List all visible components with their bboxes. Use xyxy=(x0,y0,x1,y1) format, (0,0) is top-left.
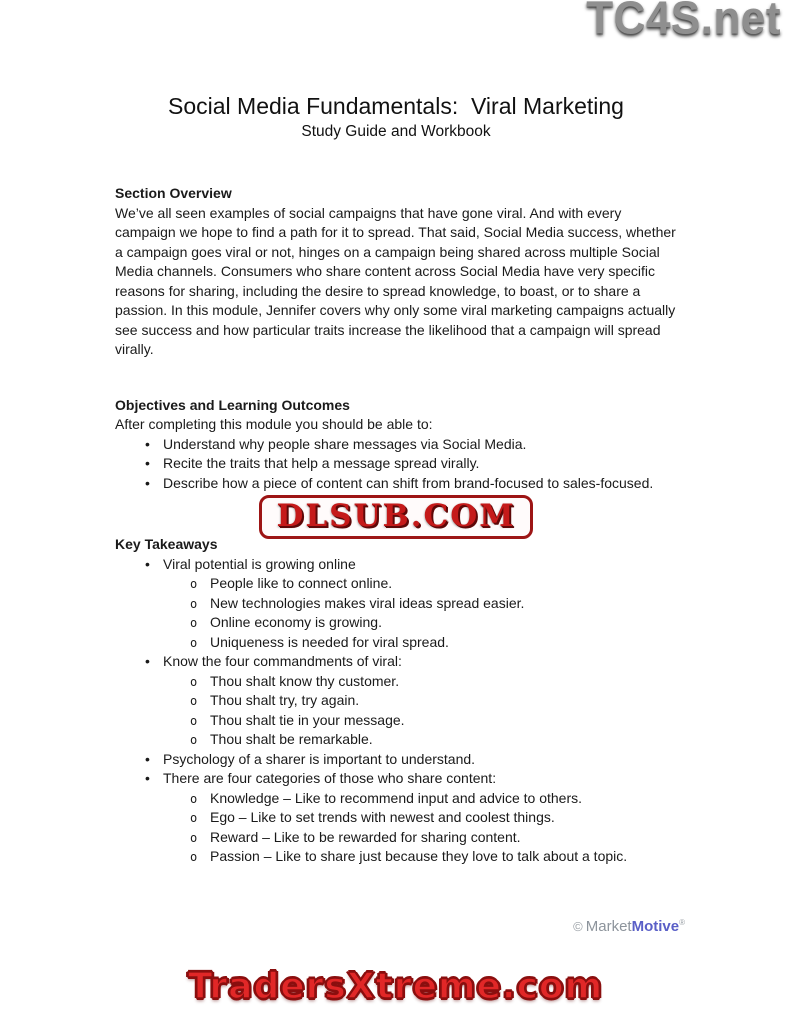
sub-list-item xyxy=(115,574,677,594)
watermark-tradersxtreme: TradersXtreme.com xyxy=(187,966,604,1007)
sub-list-item xyxy=(115,789,677,809)
list-item xyxy=(115,454,677,474)
objectives-heading: Objectives and Learning Outcomes xyxy=(115,396,350,413)
section-objectives xyxy=(115,396,677,494)
list-item-label: Describe how a piece of content can shift from brand-focused to sales-focused. xyxy=(163,474,654,491)
circle-bullet-icon: o xyxy=(190,850,198,864)
sub-list-item xyxy=(115,613,677,633)
circle-bullet-icon: o xyxy=(190,694,198,708)
sub-list-item-label: Online economy is growing. xyxy=(210,614,382,630)
sub-list-item-label: Thou shalt know thy customer. xyxy=(210,672,400,689)
page-subtitle: Study Guide and Workbook xyxy=(301,123,491,140)
list-item xyxy=(115,652,677,672)
document-content xyxy=(115,0,677,867)
sub-list-item-label: Thou shalt try, try again. xyxy=(210,692,360,708)
logo-text-market: Market xyxy=(585,918,632,935)
list-item-label: Psychology of a sharer is important to understand. xyxy=(163,750,476,767)
circle-bullet-icon: o xyxy=(190,830,198,845)
sub-list-item xyxy=(115,808,677,828)
copyright-icon: © xyxy=(573,919,583,934)
circle-bullet-icon: o xyxy=(190,791,198,806)
list-item-label: Recite the traits that help a message spread virally. xyxy=(163,455,480,471)
section-overview xyxy=(115,184,677,360)
sub-list-item xyxy=(115,711,677,731)
sub-list-item xyxy=(115,828,677,848)
circle-bullet-icon: o xyxy=(190,733,198,747)
circle-bullet-icon: o xyxy=(190,616,198,630)
watermark-tc4s: TC4S.net xyxy=(586,0,781,45)
sub-list-item xyxy=(115,672,677,692)
title-block xyxy=(115,92,677,142)
list-item-label: Understand why people share messages via Social Media. xyxy=(163,435,527,452)
sub-list-item-label: Ego – Like to set trends with newest and coolest things. xyxy=(210,809,555,825)
list-item-label: Know the four commandments of viral: xyxy=(163,653,402,669)
sub-list-item-label: People like to connect online. xyxy=(210,575,393,591)
section-overview-body: We’ve all seen examples of social campaigns that have gone viral. And with every campaign we hope to find a path for it to spread. That said, Social Media success, whether a campaign goes viral or not, hinges on a campaign being shared across multiple Social Media channels. Consumers who share content across Social Media have very specific reasons for sharing, including the desire to spread knowledge, to boast, or to share a passion. In this module, Jennifer covers why only some viral marketing campaigns actually see success and how particular traits increase the likelihood that a campaign will spread virally. xyxy=(115,204,676,357)
sub-list-item-label: Thou shalt be remarkable. xyxy=(210,731,373,747)
sub-list-item-label: Thou shalt tie in your message. xyxy=(210,711,405,728)
page-title: Social Media Fundamentals: Viral Marketing xyxy=(168,93,624,119)
section-key-takeaways xyxy=(115,535,677,867)
sub-list-item-label: Passion – Like to share just because they love to talk about a topic. xyxy=(210,848,628,864)
bullet-icon: • xyxy=(145,750,150,767)
bullet-icon: • xyxy=(145,474,150,491)
sub-list-item xyxy=(115,730,677,750)
sub-list-item-label: Uniqueness is needed for viral spread. xyxy=(210,633,449,650)
list-item xyxy=(115,435,677,455)
circle-bullet-icon: o xyxy=(190,674,198,689)
section-overview-heading: Section Overview xyxy=(115,185,232,201)
list-item-label: Viral potential is growing online xyxy=(163,555,356,572)
circle-bullet-icon: o xyxy=(190,596,198,611)
bullet-icon: • xyxy=(145,455,150,471)
key-takeaways-heading: Key Takeaways xyxy=(115,536,218,552)
objectives-intro: After completing this module you should be able to: xyxy=(115,416,433,432)
sub-list-item-label: Reward – Like to be rewarded for sharing content. xyxy=(210,828,521,845)
bullet-icon: • xyxy=(145,435,150,452)
list-item xyxy=(115,474,677,494)
sub-list-item-label: New technologies makes viral ideas spread easier. xyxy=(210,594,525,611)
circle-bullet-icon: o xyxy=(190,635,198,650)
registered-icon: ® xyxy=(679,918,685,927)
logo-text-motive: Motive xyxy=(631,918,680,935)
watermark-dlsub: DLSUB.COM xyxy=(259,495,532,539)
bullet-icon: • xyxy=(145,653,150,669)
bullet-icon: • xyxy=(145,555,150,572)
list-item xyxy=(115,750,677,770)
circle-bullet-icon: o xyxy=(190,577,198,591)
circle-bullet-icon: o xyxy=(190,713,198,728)
list-item xyxy=(115,555,677,575)
sub-list-item xyxy=(115,691,677,711)
sub-list-item xyxy=(115,633,677,653)
circle-bullet-icon: o xyxy=(190,811,198,825)
marketmotive-logo xyxy=(573,918,685,935)
list-item xyxy=(115,769,677,789)
bullet-icon: • xyxy=(145,770,150,786)
sub-list-item-label: Knowledge – Like to recommend input and advice to others. xyxy=(210,789,583,806)
sub-list-item xyxy=(115,847,677,867)
watermark-dlsub-wrap xyxy=(115,495,677,539)
list-item-label: There are four categories of those who share content: xyxy=(163,770,497,786)
sub-list-item xyxy=(115,594,677,614)
